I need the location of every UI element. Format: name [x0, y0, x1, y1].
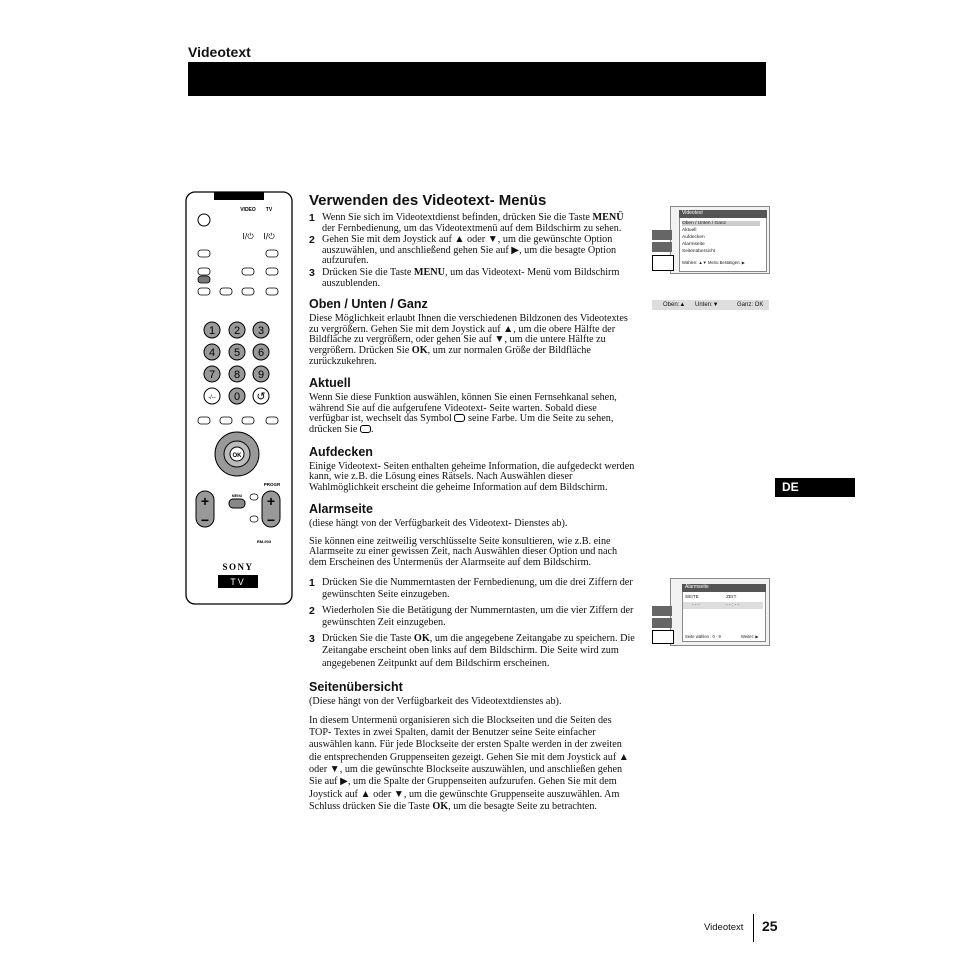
hint-full: Ganz: OK	[737, 302, 764, 308]
seitenuebersicht-paragraph: In diesem Untermenü organisieren sich die Blockseiten und die Seiten des TOP- Textes in zwei Spalten, damit der Benutzer seine Seite einfacher auswählen kann. Für jede Blockseite der ersten Spalte werden in der zweiten die entsprechenden Gruppenseiten gezeigt. Gehen Sie mit dem Joystick auf ▲ oder ▼, um die gewünschte Blockseite auszuwählen, und anschließen gehen Sie auf ▶, um die Spalte der Gruppenseiten aufzurufen. Gehen Sie mit dem Joystick auf ▲ oder ▼, um die gewünschte Gruppenseite auszuwählen. Am Schluss drücken Sie die Taste OK, um die besagte Seite zu betrachten.	[309, 714, 629, 812]
menu-item: Alarmseite	[682, 242, 705, 247]
seitenuebersicht-note: (Diese hängt von der Verfügbarkeit des Videotextdienstes ab).	[309, 696, 562, 708]
videotext-menu-screenshot	[652, 206, 770, 276]
main-content	[309, 192, 635, 822]
footer-divider	[753, 914, 754, 942]
seitenuebersicht-heading: Seitenübersicht	[309, 680, 403, 695]
digit-key-0: 0	[233, 391, 241, 403]
alarmseite-screenshot	[652, 578, 770, 648]
menu-item-selected: Oben / Unten / Ganz	[682, 221, 760, 226]
svg-text:−: −	[266, 512, 276, 528]
tv-icon	[652, 230, 672, 240]
digit-key-8: 8	[233, 369, 241, 381]
alarm-time-value: - - : - -	[726, 603, 740, 608]
alarm-col-page: SEITE	[685, 595, 699, 600]
digit-key-4: 4	[208, 347, 216, 359]
intro-step-3: 3 Drücken Sie die Taste MENU, um das Videotext- Menü vom Bildschirm auszublenden.	[309, 266, 620, 289]
digit-key-dash: -/--	[208, 395, 216, 401]
svg-text:I/⏻: I/⏻	[263, 232, 275, 241]
teletext-button-icon	[360, 425, 371, 433]
model-label: RM-903	[256, 539, 272, 544]
digit-key-9: 9	[257, 369, 265, 381]
menu-label: MENU	[231, 494, 243, 498]
digit-key-recall: ↺	[256, 391, 266, 403]
digit-key-6: 6	[257, 347, 265, 359]
progr-label: PROGR	[263, 482, 281, 487]
alarm-footer-left: Seite wählen : 0 - 9	[685, 634, 721, 639]
menu-item: Aktuell	[682, 228, 697, 233]
aufdecken-heading: Aufdecken	[309, 444, 373, 459]
svg-text:−: −	[200, 512, 210, 528]
menu-item: Seitenübersicht	[682, 249, 716, 254]
tv-icon	[652, 242, 672, 252]
alarm-step-3: 3 Drücken Sie die Taste OK, um die angegebene Zeitangabe zu speichern. Die Zeitangabe erscheint oben links auf dem Bildschirm. Die Seite wird zum angegebenen Zeitpunkt auf dem Bildschirm erscheinen.	[309, 632, 635, 669]
menu-footer: Wählen: ▲▼ Menü Bestätigen: ▶	[682, 260, 745, 265]
alarm-step-1: 1 Drücken Sie die Nummerntasten der Fernbedienung, um die drei Ziffern der gewünschten Seite einzugeben.	[309, 576, 633, 601]
alarm-page-value: - - -	[692, 603, 700, 608]
alarm-step-2: 2 Wiederholen Sie die Betätigung der Nummerntasten, um die vier Ziffern der gewünschten Zeit einzugeben.	[309, 604, 634, 629]
tv-badge: TV	[230, 577, 246, 587]
svg-text:+: +	[266, 493, 276, 509]
sony-logo: SONY	[222, 562, 254, 572]
intro-step-2: 2 Gehen Sie mit dem Joystick auf ▲ oder ▼, um die gewünschte Option auszuwählen, und anschließend gehen Sie auf ▶, um die besagte Option aufzurufen.	[309, 234, 617, 267]
remote-control-illustration	[184, 190, 294, 606]
hint-down: Unten:▼	[695, 302, 719, 308]
digit-key-7: 7	[208, 369, 216, 381]
digit-key-3: 3	[257, 325, 265, 337]
footer-section-label: Videotext	[704, 922, 744, 933]
teletext-icon	[652, 630, 674, 644]
section-title: Videotext	[188, 44, 251, 60]
aktuell-heading: Aktuell	[309, 376, 351, 391]
digit-key-2: 2	[233, 325, 241, 337]
tv-icon	[652, 606, 672, 616]
page-number: 25	[762, 918, 778, 934]
svg-text:+: +	[200, 493, 210, 509]
intro-step-1: 1 Wenn Sie sich im Videotextdienst befinden, drücken Sie die Taste MENÜ der Fernbedienung, um das Videotextmenü auf dem Bildschirm zu sehen.	[309, 212, 624, 234]
header-bar	[188, 62, 766, 96]
zoom-hint-bar	[652, 300, 769, 310]
alarm-footer-right: Weiter: ▶	[741, 634, 759, 639]
page-title: Verwenden des Videotext- Menüs	[309, 192, 547, 209]
ok-button-label: OK	[232, 453, 242, 459]
aufdecken-paragraph: Einige Videotext- Seiten enthalten geheime Information, die aufgedeckt werden kann, wie z.B. die Lösung eines Rätsels. Nach Auswählen dieser Wahlmöglichkeit erscheint die geheime Information auf dem Bildschirm.	[309, 460, 635, 493]
video-label: VIDEO	[240, 207, 256, 213]
digit-key-5: 5	[233, 347, 241, 359]
alarmseite-heading: Alarmseite	[309, 502, 373, 517]
aktuell-paragraph: Wenn Sie diese Funktion auswählen, können Sie einen Fernsehkanal sehen, während Sie auf die aufgerufene Videotext- Seite warten. Sobald diese verfügbar ist, wechselt das Symbol seine Farbe. Um die Seite zu sehen, drücken Sie .	[309, 392, 617, 435]
alarm-col-time: ZEIT	[726, 595, 737, 600]
alarmseite-note: (diese hängt von der Verfügbarkeit des Videotext- Dienstes ab).	[309, 518, 568, 530]
svg-text:I/⏻: I/⏻	[242, 232, 254, 241]
tv-label: TV	[265, 207, 273, 213]
oben-paragraph: Diese Möglichkeit erlaubt Ihnen die verschiedenen Bildzonen des Videotextes zu vergrößern. Gehen Sie mit dem Joystick auf ▲, um die obere Hälfte der Bildfläche zu vergrößern, oder gehen Sie auf ▼, um die untere Hälfte zu vergrößern. Drücken Sie OK, um zur normalen Größe der Bildfläche zurückzukehren.	[309, 313, 628, 367]
intro-steps	[309, 213, 635, 289]
alarmseite-paragraph: Sie können eine zeitweilig verschlüsselte Seite konsultieren, wie z.B. eine Alarmseite zu einer gewissen Zeit, nach Auswählen dieser Option und nach dem Erscheinen des Untermenüs der Alarmseite auf dem Bildschirm.	[309, 535, 618, 569]
tv-icon	[652, 618, 672, 628]
alarm-title: Alarmseite	[682, 584, 766, 592]
alarmseite-steps	[309, 577, 635, 671]
teletext-icon	[652, 255, 674, 271]
language-tab: DE	[775, 478, 855, 497]
menu-item: Aufdecken	[682, 235, 705, 240]
oben-heading: Oben / Unten / Ganz	[309, 297, 428, 312]
hint-up: Oben:▲	[663, 302, 686, 308]
digit-key-1: 1	[208, 325, 216, 337]
teletext-symbol-icon	[454, 414, 465, 422]
menu-title: Videotext	[679, 210, 767, 218]
